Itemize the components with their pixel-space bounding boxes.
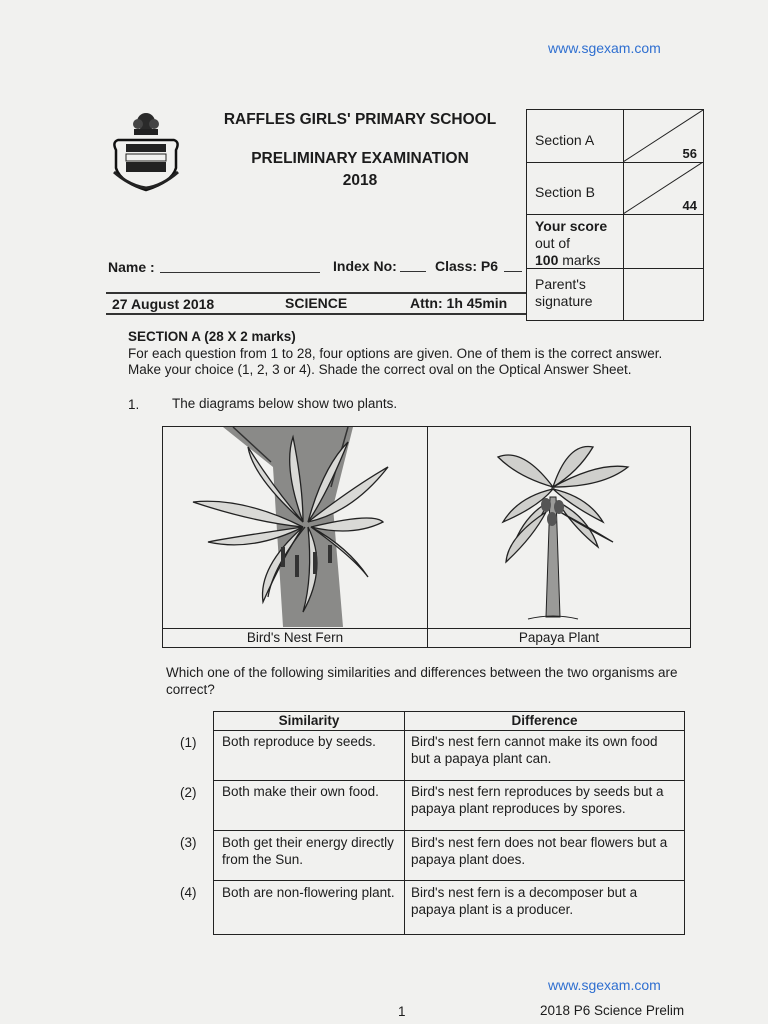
option-3-difference-line-1: Bird's nest fern does not bear flowers but a [411, 835, 668, 850]
score-label-marks: marks [558, 252, 601, 268]
exam-subject: SCIENCE [285, 295, 348, 311]
section-a-total: 56 [682, 146, 697, 161]
question-prompt-line-1: Which one of the following similarities and differences between the two organisms are [166, 665, 678, 680]
score-label-line1: Your score [535, 218, 608, 234]
score-label-total: 100 [535, 252, 559, 268]
index-blank-line[interactable] [400, 271, 426, 272]
option-3-difference-line-2: papaya plant does. [411, 852, 526, 867]
watermark-url-top: www.sgexam.com [548, 40, 661, 56]
section-a-instruction-1: For each question from 1 to 28, four options are given. One of them is the correct answer. [128, 346, 663, 361]
exam-year: 2018 [342, 172, 378, 189]
option-2-difference-line-2: papaya plant reproduces by spores. [411, 801, 626, 816]
section-a-instruction-2: Make your choice (1, 2, 3 or 4). Shade the correct oval on the Optical Answer Sheet. [128, 362, 632, 377]
option-1-difference-line-1: Bird's nest fern cannot make its own food [411, 734, 658, 749]
question-prompt-line-2: correct? [166, 682, 215, 697]
watermark-url-bottom: www.sgexam.com [548, 977, 661, 993]
question-number: 1. [128, 397, 140, 412]
section-a-label: Section A [535, 132, 595, 148]
question-stem: The diagrams below show two plants. [172, 396, 398, 411]
school-crest-logo [110, 110, 182, 192]
section-a-title: SECTION A (28 X 2 marks) [128, 329, 296, 344]
figure-caption-birds-nest-fern: Bird's Nest Fern [246, 630, 344, 645]
option-number: (3) [180, 835, 197, 850]
score-label-line2: out of [535, 235, 571, 251]
options-table [213, 711, 685, 935]
score-box [526, 109, 704, 321]
header-rule-bottom [106, 313, 526, 315]
name-blank-line[interactable] [160, 272, 320, 273]
exam-date: 27 August 2018 [112, 296, 215, 312]
option-2-difference-line-1: Bird's nest fern reproduces by seeds but a [411, 784, 664, 799]
class-label: Class: P6 [435, 258, 499, 274]
option-2-similarity: Both make their own food. [222, 784, 379, 799]
header-rule-top [106, 292, 526, 294]
score-label-line3 [535, 252, 600, 269]
option-number: (2) [180, 785, 197, 800]
option-number: (1) [180, 735, 197, 750]
table-header-difference: Difference [511, 713, 578, 728]
parent-label-line1: Parent's [535, 276, 586, 292]
option-4-similarity: Both are non-flowering plant. [222, 885, 395, 900]
option-number: (4) [180, 885, 197, 900]
option-4-difference-line-1: Bird's nest fern is a decomposer but a [411, 885, 638, 900]
option-4-difference-line-2: papaya plant is a producer. [411, 902, 574, 917]
footer-label: 2018 P6 Science Prelim [540, 1003, 685, 1018]
name-label: Name : [108, 259, 155, 275]
section-b-total: 44 [682, 198, 697, 213]
table-header-similarity: Similarity [278, 713, 340, 728]
class-blank-line[interactable] [504, 271, 522, 272]
exam-title: PRELIMINARY EXAMINATION [251, 150, 469, 167]
parent-label-line2: signature [535, 293, 593, 309]
option-1-similarity: Both reproduce by seeds. [222, 734, 376, 749]
option-1-difference-line-2: but a papaya plant can. [411, 751, 552, 766]
option-3-similarity-line-1: Both get their energy directly [222, 835, 394, 850]
birds-nest-fern-illustration [163, 427, 427, 627]
exam-duration: Attn: 1h 45min [410, 295, 508, 311]
school-name: RAFFLES GIRLS' PRIMARY SCHOOL [223, 111, 497, 128]
papaya-plant-illustration [428, 427, 690, 627]
index-label: Index No: [333, 258, 397, 274]
section-b-label: Section B [535, 184, 595, 200]
option-3-similarity-line-2: from the Sun. [222, 852, 304, 867]
figure-caption-papaya-plant: Papaya Plant [518, 630, 600, 645]
page-number: 1 [398, 1004, 406, 1019]
plants-figure [162, 426, 691, 648]
